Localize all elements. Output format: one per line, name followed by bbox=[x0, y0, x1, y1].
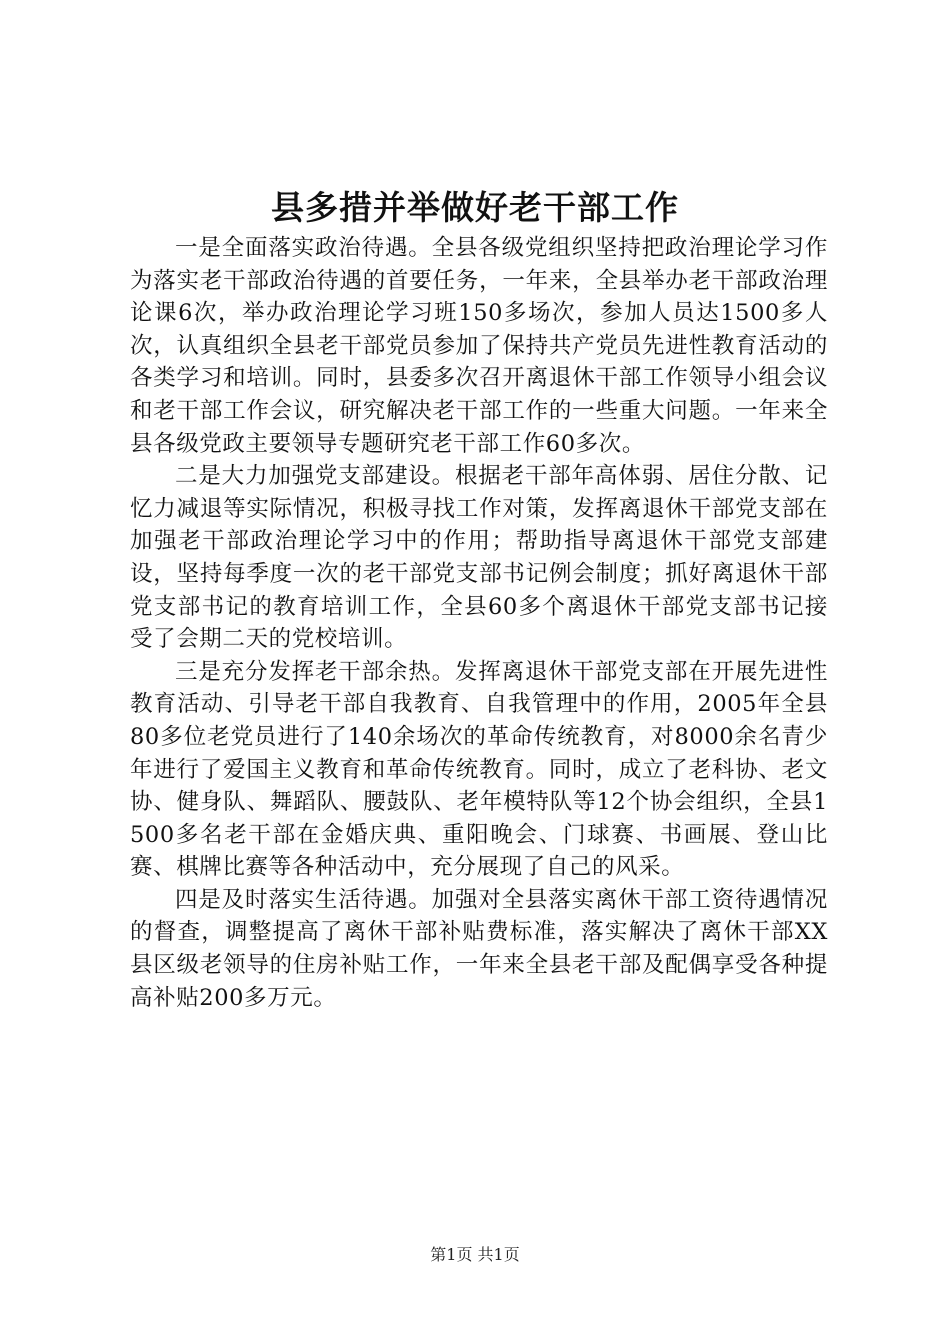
paragraph-party-branch: 二是大力加强党支部建设。根据老干部年高体弱、居住分散、记忆力减退等实际情况，积极寻找工作对策，发挥离退休干部党支部在加强老干部政治理论学习中的作用；帮助指导离退休干部党支部建设，坚持每季度一次的老干部党支部书记例会制度；抓好离退休干部党支部书记的教育培训工作，全县60多个离退休干部党支部书记接受了会期二天的党校培训。 bbox=[130, 463, 828, 653]
paragraph-political-treatment: 一是全面落实政治待遇。全县各级党组织坚持把政治理论学习作为落实老干部政治待遇的首要任务，一年来，全县举办老干部政治理论课6次，举办政治理论学习班150多场次，参加人员达1500多人次，认真组织全县老干部党员参加了保持共产党员先进性教育活动的各类学习和培训。同时，县委多次召开离退休干部工作领导小组会议和老干部工作会议，研究解决老干部工作的一些重大问题。一年来全县各级党政主要领导专题研究老干部工作60多次。 bbox=[130, 235, 828, 457]
paragraph-living-treatment: 四是及时落实生活待遇。加强对全县落实离休干部工资待遇情况的督查，调整提高了离休干部补贴费标准，落实解决了离休干部XX县区级老领导的住房补贴工作，一年来全县老干部及配偶享受各种提高补贴200多万元。 bbox=[130, 886, 828, 1011]
paragraph-remaining-energy: 三是充分发挥老干部余热。发挥离退休干部党支部在开展先进性教育活动、引导老干部自我教育、自我管理中的作用，2005年全县80多位老党员进行了140余场次的革命传统教育，对8000余名青少年进行了爱国主义教育和革命传统教育。同时，成立了老科协、老文协、健身队、舞蹈队、腰鼓队、老年模特队等12个协会组织，全县1500多名老干部在金婚庆典、重阳晚会、门球赛、书画展、登山比赛、棋牌比赛等各种活动中，充分展现了自己的风采。 bbox=[130, 658, 828, 881]
document-title: 县多措并举做好老干部工作 bbox=[271, 188, 679, 227]
page-footer: 第1页 共1页 bbox=[430, 1245, 520, 1264]
document-body bbox=[130, 232, 828, 1014]
